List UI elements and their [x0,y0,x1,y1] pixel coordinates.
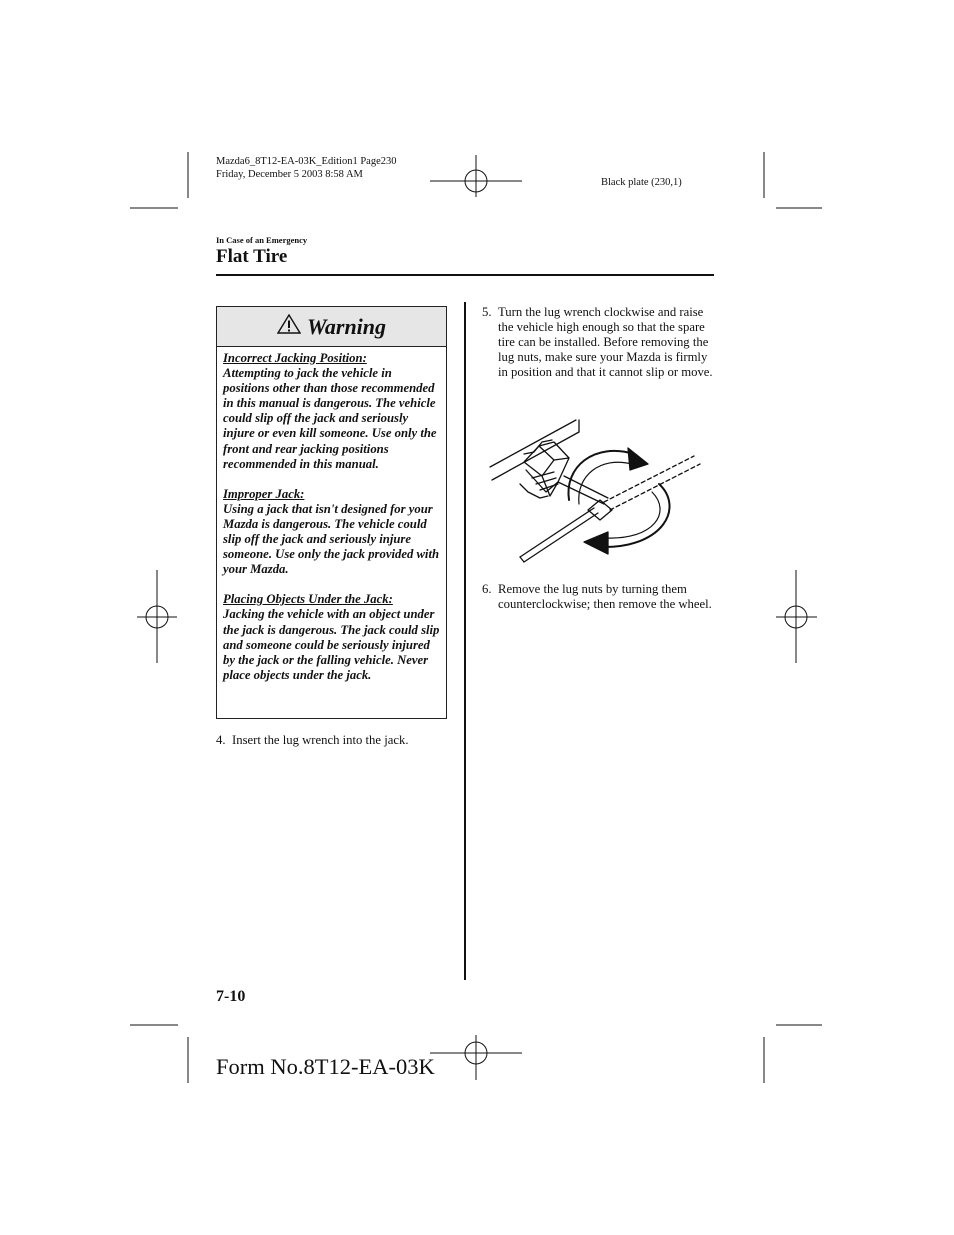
warning-body [217,347,446,689]
section-title: Flat Tire [216,246,288,267]
warning-item-heading: Incorrect Jacking Position: [223,351,367,365]
warning-item-text: Using a jack that isn't designed for your Mazda is dangerous. The vehicle could slip off the jack and seriously injure someone. Use only the jack provided with your Mazda. [223,501,440,577]
print-meta-line1: Mazda6_8T12-EA-03K_Edition1 Page230 [216,156,397,167]
step-text: Insert the lug wrench into the jack. [232,733,409,747]
warning-item [223,592,440,683]
warning-item-heading: Improper Jack: [223,486,305,501]
step-item [482,305,714,380]
warning-triangle-icon [277,314,301,339]
warning-item-heading: Placing Objects Under the Jack: [223,592,393,607]
warning-item [223,351,440,472]
step-text: Turn the lug wrench clockwise and raise the vehicle high enough so that the spare tire can be installed. Before removing the lug nuts, make sure your Mazda is firmly in position and that it cannot slip or move. [498,305,713,380]
print-meta-line2: Friday, December 5 2003 8:58 AM [216,169,363,180]
step-text: Remove the lug nuts by turning them counterclockwise; then remove the wheel. [498,582,712,612]
step-number: 4. [216,733,226,747]
step-number: 5. [482,305,492,319]
step-item [216,733,446,748]
header-rule [216,274,714,276]
column-divider [464,302,466,980]
plate-label: Black plate (230,1) [601,177,682,188]
form-number: Form No.8T12-EA-03K [216,1054,435,1079]
warning-item-text: Jacking the vehicle with an object under the jack is dangerous. The jack could slip and someone could be seriously injured by the jack or the falling vehicle. Never place objects under the jack. [223,607,440,682]
warning-item-text: Attempting to jack the vehicle in positions other than those recommended in this manual is dangerous. The vehicle could slip off the jack and seriously injure or even kill someone. Use only the front and rear jacking positions recommended in this manual. [223,366,437,471]
warning-item [223,487,440,578]
step-item [482,582,714,612]
warning-box [216,306,447,719]
page-number: 7-10 [216,988,246,1005]
jack-and-lug-wrench-illustration [484,412,716,566]
chapter-label: In Case of an Emergency [216,235,308,245]
warning-header [217,307,446,347]
step-number: 6. [482,582,492,596]
print-meta [216,155,397,181]
warning-title: Warning [306,313,387,339]
